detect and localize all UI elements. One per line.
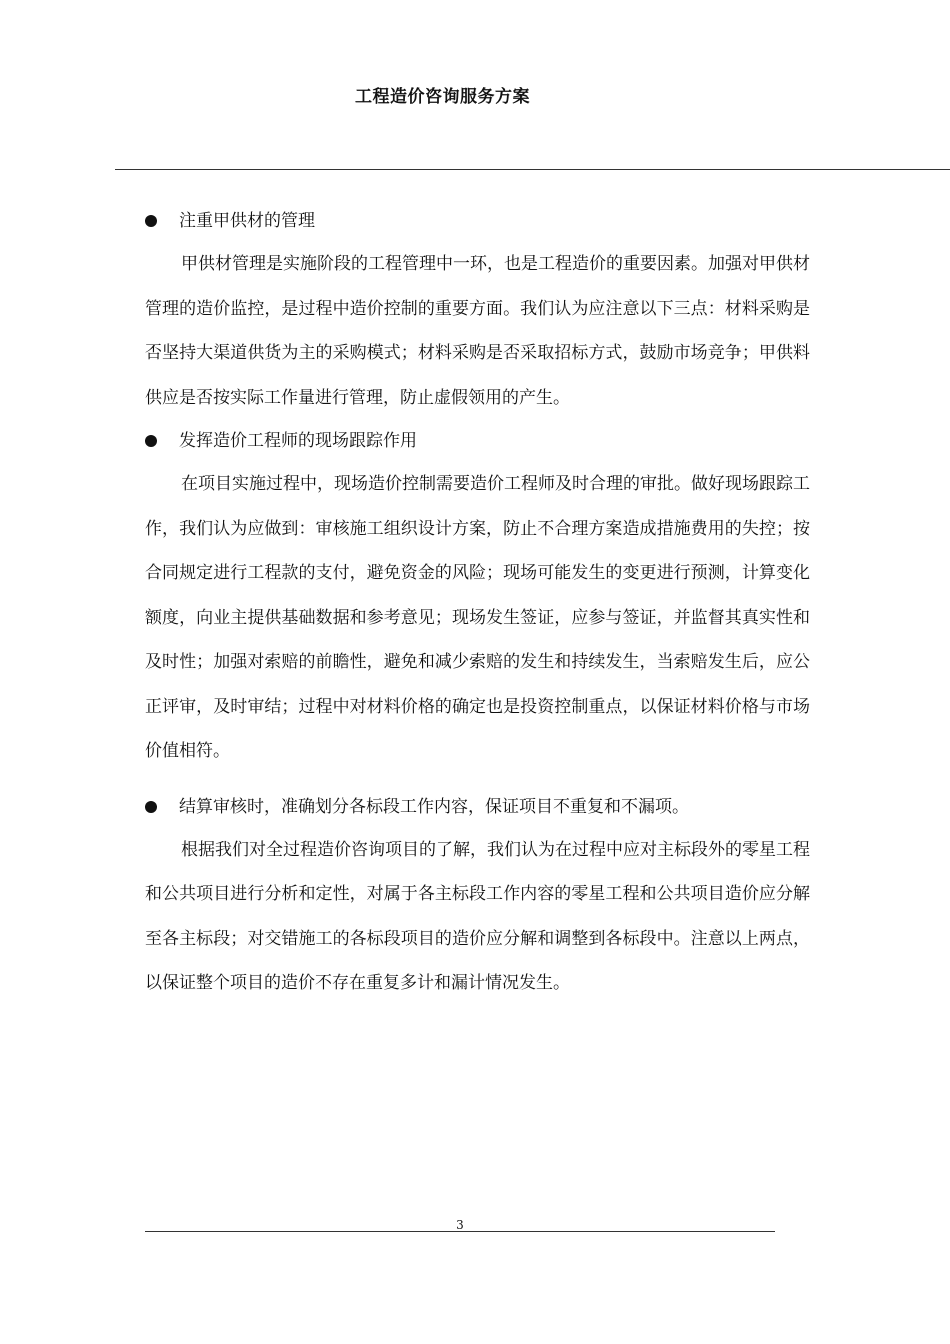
footer-divider — [145, 1231, 775, 1232]
section-paragraph-1: 甲供材管理是实施阶段的工程管理中一环，也是工程造价的重要因素。加强对甲供材管理的造价监控，是过程中造价控制的重要方面。我们认为应注意以下三点：材料采购是否坚持大渠道供货为主的采购模式；材料采购是否采取招标方式，鼓励市场竞争；甲供料供应是否按实际工作量进行管理，防止虚假领用的产生。 — [145, 254, 810, 408]
bullet-icon — [145, 215, 157, 227]
section-heading-1 — [145, 200, 810, 242]
document-body — [145, 200, 810, 1006]
section-paragraph-3: 根据我们对全过程造价咨询项目的了解，我们认为在过程中应对主标段外的零星工程和公共项目进行分析和定性，对属于各主标段工作内容的零星工程和公共项目造价应分解至各主标段；对交错施工的各标段项目的造价应分解和调整到各标段中。注意以上两点，以保证整个项目的造价不存在重复多计和漏计情况发生。 — [145, 839, 810, 993]
section-heading-text: 注重甲供材的管理 — [179, 211, 315, 231]
section-heading-3 — [145, 786, 810, 828]
section-paragraph-2: 在项目实施过程中，现场造价控制需要造价工程师及时合理的审批。做好现场跟踪工作，我们认为应做到：审核施工组织设计方案，防止不合理方案造成措施费用的失控；按合同规定进行工程款的支付，避免资金的风险；现场可能发生的变更进行预测，计算变化额度，向业主提供基础数据和参考意见；现场发生签证，应参与签证，并监督其真实性和及时性；加强对索赔的前瞻性，避免和减少索赔的发生和持续发生，当索赔发生后，应公正评审，及时审结；过程中对材料价格的确定也是投资控制重点，以保证材料价格与市场价值相符。 — [145, 474, 810, 761]
section-heading-text: 发挥造价工程师的现场跟踪作用 — [179, 431, 417, 451]
page-number: 3 — [456, 1218, 464, 1232]
bullet-icon — [145, 801, 157, 813]
section-heading-text: 结算审核时，准确划分各标段工作内容，保证项目不重复和不漏项。 — [179, 796, 689, 817]
bullet-icon — [145, 435, 157, 447]
section-heading-2 — [145, 420, 810, 462]
page-header-title: 工程造价咨询服务方案 — [355, 87, 530, 107]
spacer — [145, 774, 810, 786]
header-divider — [115, 169, 950, 170]
